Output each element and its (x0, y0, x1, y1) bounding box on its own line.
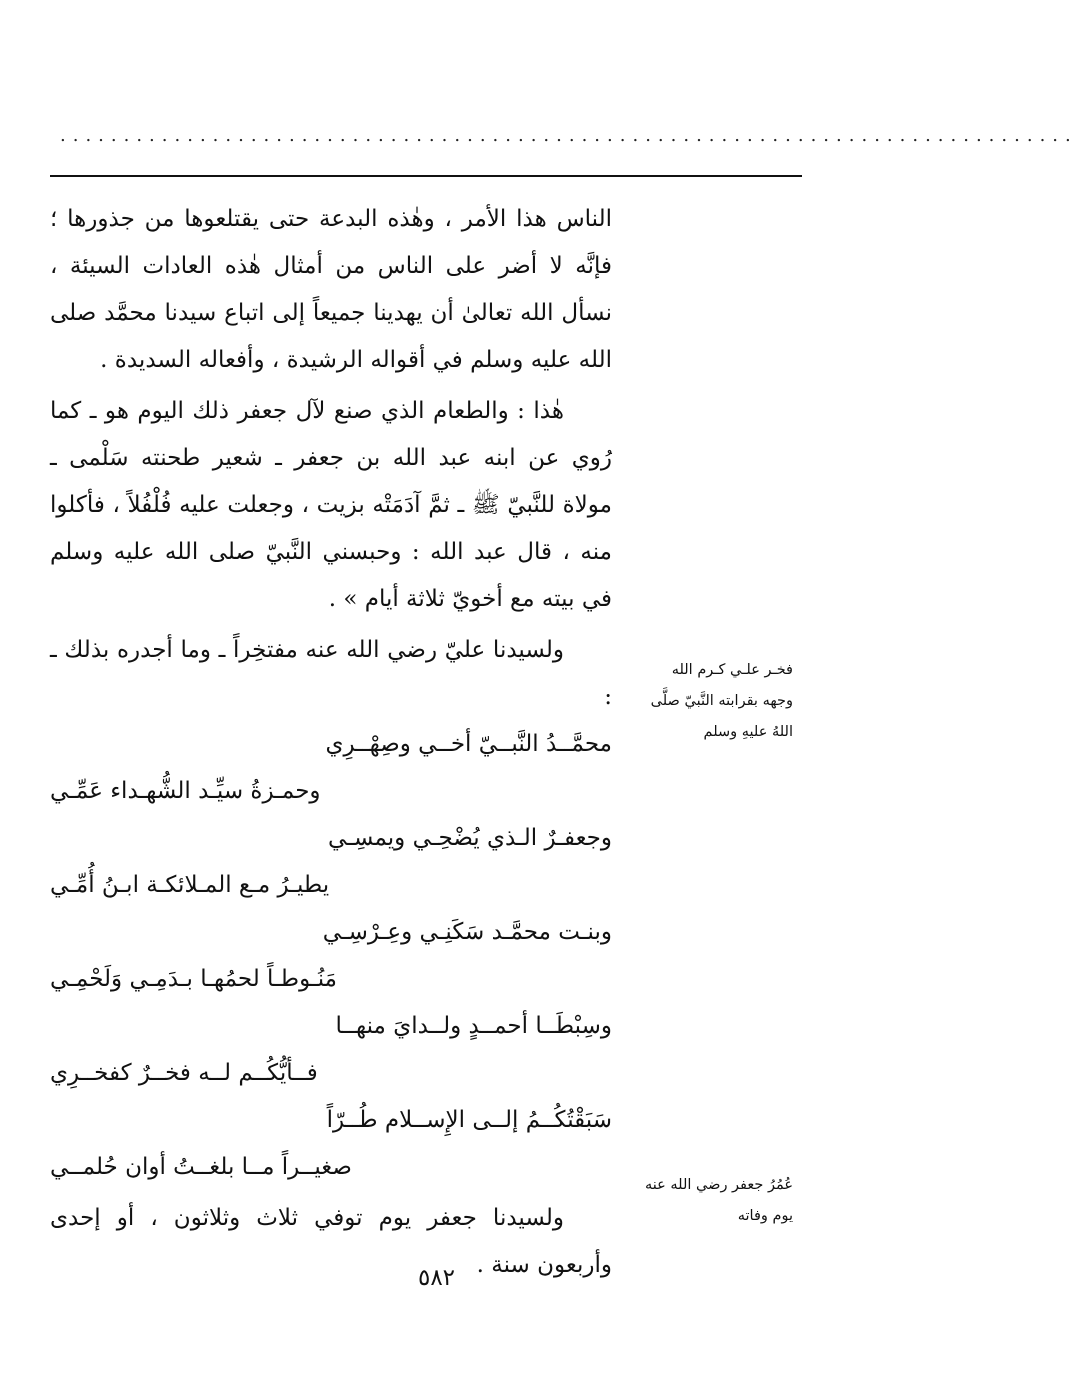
poem-verse-4 (50, 862, 612, 909)
header-rule (50, 175, 802, 177)
poem-hemistich: وجعفـرٌ الـذي يُضْحِـي ويمسِـي (328, 825, 612, 851)
poem-verse-9 (50, 1097, 612, 1144)
main-text-column (50, 196, 612, 1289)
poem-hemistich: محمَّــدُ النَّبــيّ أخــي وصِهْــرِي (325, 731, 612, 757)
margin-note-jafar-age: عُمُرُ جعفر رضي الله عنه يوم وفاته (645, 1177, 793, 1224)
poem-verse-6 (50, 956, 612, 1003)
poem-hemistich: وحمـزةُ سيِّـد الشُّهـداء عَمِّـي (50, 778, 321, 804)
paragraph-2: هٰذا : والطعام الذي صنع لآل جعفر ذلك اليوم هو ـ كما رُوي عن ابنه عبد الله بن جعفر ـ شعير طحنته سَلْمى ـ مولاة للنَّبيّ ﷺ ـ ثمَّ آدَمَتْه بزيت ، وجعلت عليه فُلْفُلاً ، فأكلوا منه ، قال عبد الله : وحبسني النَّبيّ صلى الله عليه وسلم في بيته مع أخويّ ثلاثة أيام » . (50, 398, 612, 612)
margin-note-ali: فخـر علـي كـرم الله وجهه بقرابته النَّبيّ صلَّى اللهُ عليهِ وسلم (650, 662, 793, 740)
poem-hemistich: سَبَقْتُكُــمُ إلــى الإِســلام طُــرّاً (326, 1107, 612, 1133)
poem-hemistich: وسِبْطَــا أحمــدٍ ولــدايَ منهــا (335, 1013, 612, 1039)
poem-verse-7 (50, 1003, 612, 1050)
poem-verse-1 (50, 721, 612, 768)
poem-hemistich: مَنُـوطـاً لحمُهـا بـدَمِـي وَلَحْمِـي (50, 966, 337, 992)
dotted-header-line: ................................................................................ (60, 125, 1078, 146)
poem-hemistich: فــأيُّكُــم لــه فخــرٌ كفخــرِي (50, 1060, 318, 1086)
paragraph-4: ولسيدنا جعفر يوم توفي ثلاث وثلاثون ، أو إحدى وأربعون سنة . (50, 1205, 612, 1278)
poem-verse-5 (50, 909, 612, 956)
poem-hemistich: يطيـرُ مـع المـلائكـة ابـنُ أُمِّـي (50, 872, 330, 898)
poem-verse-3 (50, 815, 612, 862)
poem-hemistich: وبنـت محمَّـد سَكَنِـي وعِـرْسِـي (322, 919, 612, 945)
poem-verse-8 (50, 1050, 612, 1097)
poem-verse-10 (50, 1144, 612, 1191)
page-number: ٥٨٢ (417, 1265, 456, 1291)
poem-verse-2 (50, 768, 612, 815)
paragraph-1: الناس هذا الأمر ، وهٰذه البدعة حتى يقتلعوها من جذورها ؛ فإنَّه لا أضر على الناس من أمثال هٰذه العادات السيئة ، نسأل الله تعالىٰ أن يهدينا جميعاً إلى اتباع سيدنا محمَّد صلى الله عليه وسلم في أقواله الرشيدة ، وأفعاله السديدة . (50, 206, 612, 373)
poem-hemistich: صغيــراً مــا بلغــتُ أوان حُلمــي (50, 1154, 352, 1180)
paragraph-3: ولسيدنا عليّ رضي الله عنه مفتخِراً ـ وما أجدره بذلك ـ : (50, 637, 612, 710)
